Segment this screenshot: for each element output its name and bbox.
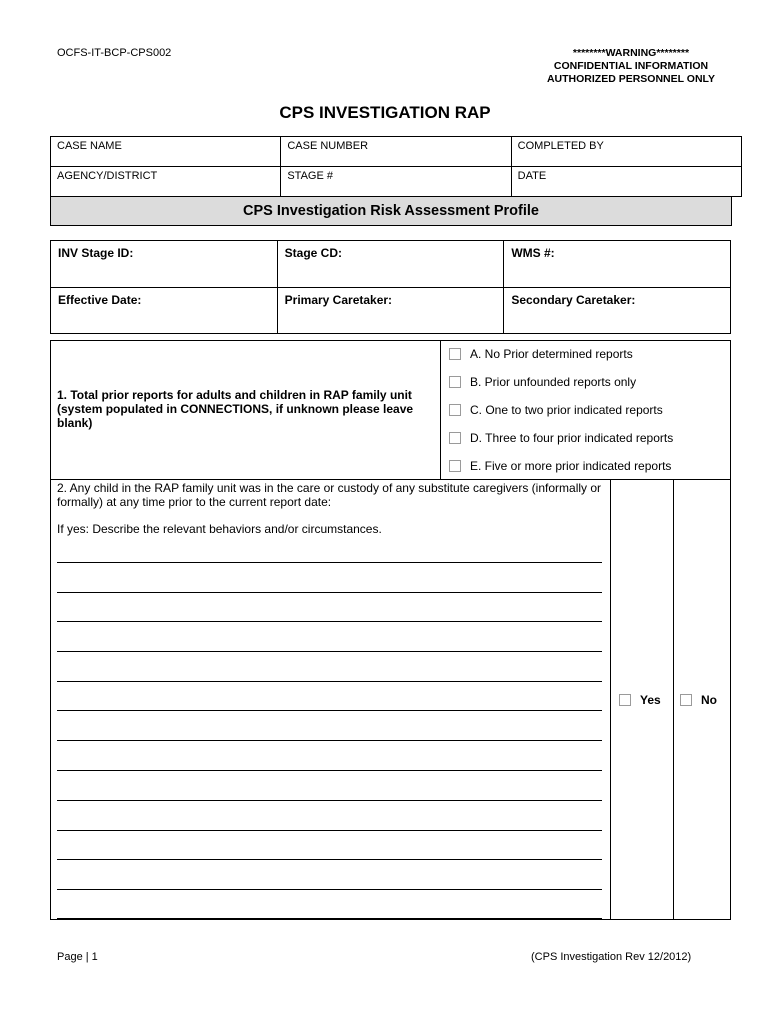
yes-option[interactable] [619, 693, 661, 707]
warning-line-3: AUTHORIZED PERSONNEL ONLY [546, 73, 715, 85]
answer-line[interactable] [57, 830, 602, 831]
confidential-warning [547, 47, 715, 86]
case-info-table [50, 136, 742, 197]
yes-checkbox[interactable] [619, 694, 631, 706]
revision-note: (CPS Investigation Rev 12/2012) [531, 951, 692, 963]
form-code: OCFS-IT-BCP-CPS002 [57, 47, 172, 59]
case-number-field[interactable] [281, 137, 511, 167]
page-title: CPS INVESTIGATION RAP [279, 103, 491, 122]
option-c-checkbox[interactable] [449, 404, 461, 416]
secondary-caretaker-label: Secondary Caretaker: [511, 293, 636, 307]
agency-district-label: AGENCY/DISTRICT [57, 170, 158, 182]
wms-label: WMS #: [511, 246, 555, 260]
stage-cd-label: Stage CD: [284, 246, 342, 260]
effective-date-field[interactable] [51, 288, 278, 334]
secondary-caretaker-field[interactable] [504, 288, 731, 334]
warning-line-1: ********WARNING******** [572, 47, 690, 59]
profile-heading: CPS Investigation Risk Assessment Profile [50, 197, 732, 226]
answer-line[interactable] [57, 710, 602, 711]
date-label: DATE [517, 170, 547, 182]
completed-by-field[interactable] [511, 137, 741, 167]
option-a[interactable] [449, 347, 633, 361]
option-e-label: E. Five or more prior indicated reports [470, 459, 672, 473]
inv-stage-id-label: INV Stage ID: [58, 246, 134, 260]
answer-line[interactable] [57, 621, 602, 622]
answer-line[interactable] [57, 770, 602, 771]
case-name-field[interactable] [51, 137, 281, 167]
agency-district-field[interactable] [51, 167, 281, 197]
answer-line[interactable] [57, 651, 602, 652]
option-a-checkbox[interactable] [449, 348, 461, 360]
case-name-label: CASE NAME [57, 140, 122, 152]
option-d-label: D. Three to four prior indicated reports [470, 431, 674, 445]
question1-text: 1. Total prior reports for adults and children in RAP family unit (system populated in CONNECTIONS, if unknown please leave blank) [57, 388, 414, 430]
answer-line[interactable] [57, 562, 602, 563]
answer-line[interactable] [57, 918, 602, 919]
stage-field[interactable] [281, 167, 511, 197]
case-number-label: CASE NUMBER [287, 140, 369, 152]
answer-line[interactable] [57, 681, 602, 682]
question2-if-yes: If yes: Describe the relevant behaviors and/or circumstances. [57, 522, 382, 536]
question2-divider-no [673, 480, 674, 920]
option-b[interactable] [449, 375, 636, 389]
option-e[interactable] [449, 459, 671, 473]
answer-line[interactable] [57, 800, 602, 801]
no-option[interactable] [680, 693, 717, 707]
no-label: No [701, 693, 717, 707]
answer-line[interactable] [57, 859, 602, 860]
effective-date-label: Effective Date: [58, 293, 142, 307]
answer-line[interactable] [57, 592, 602, 593]
yes-label: Yes [640, 693, 661, 707]
stage-cd-field[interactable] [277, 241, 504, 288]
page-number: Page | 1 [57, 951, 98, 963]
inv-stage-id-field[interactable] [51, 241, 278, 288]
option-b-checkbox[interactable] [449, 376, 461, 388]
question1-divider [440, 340, 441, 480]
option-c-label: C. One to two prior indicated reports [470, 403, 663, 417]
wms-field[interactable] [504, 241, 731, 288]
option-c[interactable] [449, 403, 663, 417]
option-d-checkbox[interactable] [449, 432, 461, 444]
option-e-checkbox[interactable] [449, 460, 461, 472]
date-field[interactable] [511, 167, 741, 197]
primary-caretaker-field[interactable] [277, 288, 504, 334]
stage-label: STAGE # [287, 170, 333, 182]
question2-text: 2. Any child in the RAP family unit was in the care or custody of any substitute caregivers (informally or formally) at any time prior to the current report date: [57, 481, 602, 509]
option-b-label: B. Prior unfounded reports only [470, 375, 637, 389]
no-checkbox[interactable] [680, 694, 692, 706]
warning-line-2: CONFIDENTIAL INFORMATION [553, 60, 709, 72]
answer-line[interactable] [57, 740, 602, 741]
stage-info-table [50, 240, 731, 334]
primary-caretaker-label: Primary Caretaker: [284, 293, 393, 307]
question2-divider-yes [610, 480, 611, 920]
completed-by-label: COMPLETED BY [517, 140, 604, 152]
answer-line[interactable] [57, 889, 602, 890]
option-d[interactable] [449, 431, 673, 445]
option-a-label: A. No Prior determined reports [470, 347, 633, 361]
